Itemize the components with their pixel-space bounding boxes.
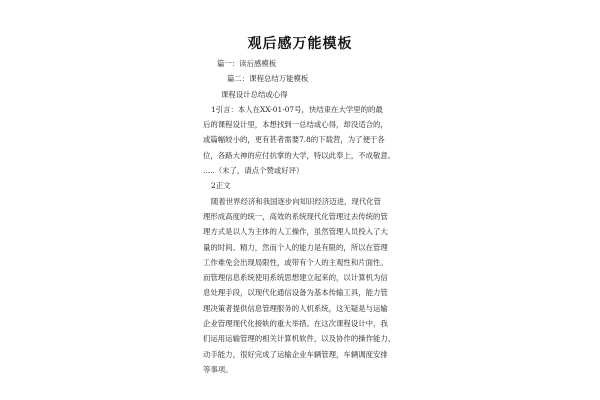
paragraph-line: 理形成高度的统一，高效的系统现代化管理过去传统的管 (203, 211, 388, 221)
paragraph-line: 或篇幅较小的，更有甚者需要7.8的下载营，为了便于各 (203, 135, 385, 145)
paragraph-line: 等事项。 (203, 364, 233, 374)
section-heading-1: 篇一：读后感模板 (217, 59, 277, 68)
paragraph-line: 随着世界经济和我国逐步向知识经济迈进，现代化管 (211, 196, 381, 206)
paragraph-line: 理决策者提供信息管理服务的人机系统，这无疑是与运输 (203, 303, 388, 313)
paragraph-line: 而管理信息系统使用系统思想建立起来的，以计算机为信 (203, 273, 388, 283)
paragraph-line: 工作难免会出现局限性，或带有个人的主观性和片面性。 (203, 257, 388, 267)
paragraph-line: 企业管理现代化接轨的重大举措。在这次课程设计中，我 (203, 319, 388, 329)
section-heading-main: 2正文 (211, 181, 231, 191)
paragraph-line: 后的课程设计里，本想找到一总结或心得，却没适合的， (203, 120, 388, 130)
document-title: 观后感万能模板 (247, 36, 353, 52)
paragraph-line: 量的时间、精力，然而个人的能力是有限的，所以在管理 (203, 242, 388, 252)
paragraph-line: 息处理手段，以现代化通信设备为基本传输工具，能力管 (203, 288, 388, 298)
paragraph-line: 1引言：本人在XX-01-07号，快结束在大学里的的最 (211, 104, 383, 114)
paragraph-line: 位，各路大神的应付抗掌的大学，特以此奉上，不成敬意。 (203, 150, 396, 160)
paragraph-line: 们运用运输管理的相关计算机软件，以及协作的操作能力、 (203, 334, 396, 344)
document-body (203, 56, 403, 377)
paragraph-line: 动手能力，很好完成了运输企业车辆管理，车辆调度安排 (203, 349, 388, 359)
section-heading-2: 篇二：课程总结万能模板 (227, 74, 309, 84)
subheading: 课程设计总结或心得 (221, 89, 288, 99)
paragraph-line: 理方式是以人为主体的人工操作，虽然管理人员投入了大 (203, 227, 388, 237)
paragraph-line: .....（未了，请点个赞或好评） (203, 166, 304, 176)
